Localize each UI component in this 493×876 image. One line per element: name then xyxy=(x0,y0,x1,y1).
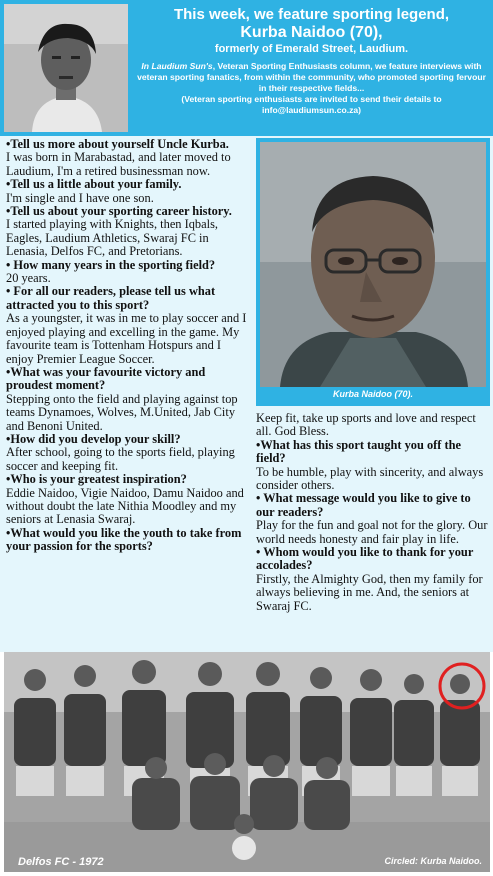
answer: To be humble, play with sincerity, and always consider others. xyxy=(256,464,484,493)
team-caption: Delfos FC - 1972 xyxy=(18,856,104,868)
question: •What was your favourite victory and proudest moment? xyxy=(6,364,206,393)
team-photo-illustration xyxy=(4,652,490,872)
qa-item xyxy=(6,205,251,259)
answer: As a youngster, it was in me to play soccer and I enjoyed playing and excelling in the game. My favourite team is Tottenham Hotspurs and I enjoy Premier League Soccer. xyxy=(6,311,247,366)
question: •Tell us about your sporting career history. xyxy=(6,204,232,219)
question: • For all our readers, please tell us what attracted you to this sport? xyxy=(6,284,216,312)
answer: Eddie Naidoo, Vigie Naidoo, Damu Naidoo and without doubt the late Nithia Moodley and my seniors at Lenasia Swaraj. xyxy=(6,485,244,527)
qa-item xyxy=(256,412,490,439)
portrait-caption: Kurba Naidoo (70). xyxy=(332,389,413,399)
intro-text: , Veteran Sporting Enthusiasts column, we feature interviews with veteran sporting fanatics, from within the community, who promoted sporting fervour in their respective fields... xyxy=(137,61,486,93)
header-intro xyxy=(134,61,489,116)
qa-item xyxy=(256,439,490,493)
answer: Keep fit, take up sports and love and respect all. God Bless. xyxy=(256,411,476,439)
answer: Play for the fun and goal not for the glory. Our world needs honesty and fair play in life. xyxy=(256,518,488,546)
question: • Whom would you like to thank for your accolades? xyxy=(256,545,474,573)
qa-item xyxy=(6,138,251,178)
answer: After school, going to the sports field, playing soccer and keeping fit. xyxy=(6,445,235,473)
article-header xyxy=(0,0,493,136)
question: •How did you develop your skill? xyxy=(6,431,181,446)
header-photo-young-kurba xyxy=(4,4,128,132)
question: •What would you like the youth to take from your passion for the sports? xyxy=(6,525,242,554)
answer: Firstly, the Almighty God, then my family for always believing in me. And, the seniors at Swaraj FC. xyxy=(256,571,483,613)
qa-item xyxy=(6,285,251,365)
question: • How many years in the sporting field? xyxy=(6,257,216,272)
right-column xyxy=(256,412,490,613)
qa-item xyxy=(6,178,251,205)
answer: Stepping onto the field and playing against top teams Dynamoes, Wolves, M.United, Jab City and Benoni United. xyxy=(6,391,238,433)
answer: I was born in Marabastad, and later moved to Laudium, I'm a retired businessman now. xyxy=(6,150,231,178)
qa-item xyxy=(6,433,251,473)
circled-caption: Circled: Kurba Naidoo. xyxy=(384,856,482,866)
question: • What message would you like to give to our readers? xyxy=(256,491,471,519)
header-feature-line: This week, we feature sporting legend, xyxy=(173,6,450,23)
qa-item xyxy=(6,259,251,286)
left-column xyxy=(6,138,251,554)
qa-item xyxy=(256,492,490,546)
qa-item xyxy=(256,546,490,613)
question: •What has this sport taught you off the field? xyxy=(256,437,462,466)
intro-invite: (Veteran sporting enthusiasts are invited to send their details to info@laudiumsun.co.za) xyxy=(181,94,442,115)
header-name-line: Kurba Naidoo (70), xyxy=(240,24,383,41)
portrait-photo xyxy=(260,142,486,387)
publication-name: In Laudium Sun's xyxy=(141,61,213,71)
qa-item xyxy=(6,473,251,527)
older-man-portrait-illustration xyxy=(260,142,486,387)
header-text xyxy=(134,6,489,116)
team-photo xyxy=(4,652,490,872)
question: •Tell us more about yourself Uncle Kurba. xyxy=(6,137,229,151)
answer: 20 years. xyxy=(6,271,51,286)
answer: I'm single and I have one son. xyxy=(6,190,154,205)
portrait-frame xyxy=(256,138,490,406)
answer: I started playing with Knights, then Iqbals, Eagles, Laudium Athletics, Swaraj FC in Lenasia, Delfos FC, and Pretorians. xyxy=(6,217,218,259)
question: •Who is your greatest inspiration? xyxy=(6,472,187,487)
young-man-photo-illustration xyxy=(4,4,128,132)
question: •Tell us a little about your family. xyxy=(6,177,182,192)
qa-item xyxy=(6,366,251,433)
qa-item xyxy=(6,527,251,554)
header-address-line: formerly of Emerald Street, Laudium. xyxy=(214,43,409,55)
